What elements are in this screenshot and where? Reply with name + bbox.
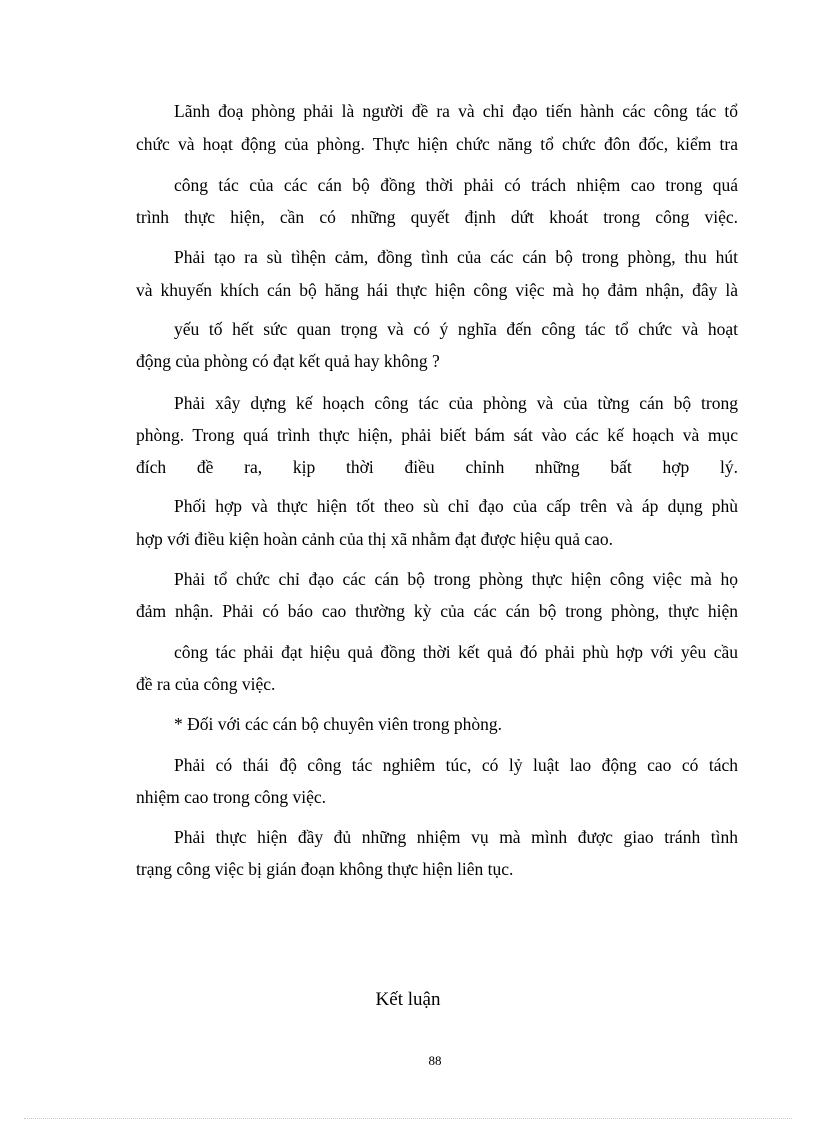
- page-number: 88: [428, 1053, 442, 1068]
- text-line: Phải xây dựng kế hoạch công tác của phòng và của từng cán bộ trong: [174, 393, 738, 413]
- text-line: đảm nhận. Phải có báo cao thường kỳ của các cán bộ trong phòng, thực hiện: [136, 601, 738, 621]
- text-line: nhiệm cao trong công việc.: [136, 787, 327, 807]
- text-line: công tác phải đạt hiệu quả đồng thời kết quả đó phải phù hợp với yêu cầu: [174, 642, 738, 662]
- text-line: đề ra của công việc.: [136, 674, 276, 694]
- text-line: động của phòng có đạt kết quả hay không ?: [136, 351, 440, 371]
- text-line: và khuyến khích cán bộ hăng hái thực hiện công việc mà họ đảm nhận, đây là: [136, 280, 738, 300]
- text-line: * Đối với các cán bộ chuyên viên trong phòng.: [174, 714, 503, 734]
- text-line: phòng. Trong quá trình thực hiện, phải biết bám sát vào các kế hoạch và mục: [136, 425, 738, 445]
- text-line: Phải thực hiện đầy đủ những nhiệm vụ mà mình được giao tránh tình: [174, 827, 738, 847]
- text-line: Phải tổ chức chỉ đạo các cán bộ trong phòng thực hiện công việc mà họ: [174, 569, 738, 589]
- section-heading: Kết luận: [375, 989, 441, 1010]
- page-bottom-border: [24, 1118, 792, 1119]
- text-line: hợp với điều kiện hoàn cảnh của thị xã nhằm đạt được hiệu quả cao.: [136, 529, 614, 549]
- text-line: Phối hợp và thực hiện tốt theo sù chỉ đạo của cấp trên và áp dụng phù: [174, 496, 738, 516]
- text-line: công tác của các cán bộ đồng thời phải có trách nhiệm cao trong quá: [174, 175, 738, 195]
- text-line: chức và hoạt động của phòng. Thực hiện chức năng tổ chức đôn đốc, kiểm tra: [136, 134, 738, 154]
- text-line: trạng công việc bị gián đoạn không thực hiện liên tục.: [136, 859, 514, 879]
- text-line: yếu tố hết sức quan trọng và có ý nghĩa đến công tác tổ chức và hoạt: [174, 319, 738, 339]
- text-line: đích đề ra, kịp thời điều chỉnh những bất hợp lý.: [136, 457, 738, 477]
- text-line: Phải có thái độ công tác nghiêm túc, có lỷ luật lao động cao có tách: [174, 755, 738, 775]
- text-line: Phải tạo ra sù tìhện cảm, đồng tình của các cán bộ trong phòng, thu hút: [174, 247, 738, 267]
- text-line: Lãnh đoạ phòng phải là người đề ra và chỉ đạo tiến hành các công tác tổ: [174, 101, 738, 121]
- text-line: trình thực hiện, cần có những quyết định dứt khoát trong công việc.: [136, 207, 738, 227]
